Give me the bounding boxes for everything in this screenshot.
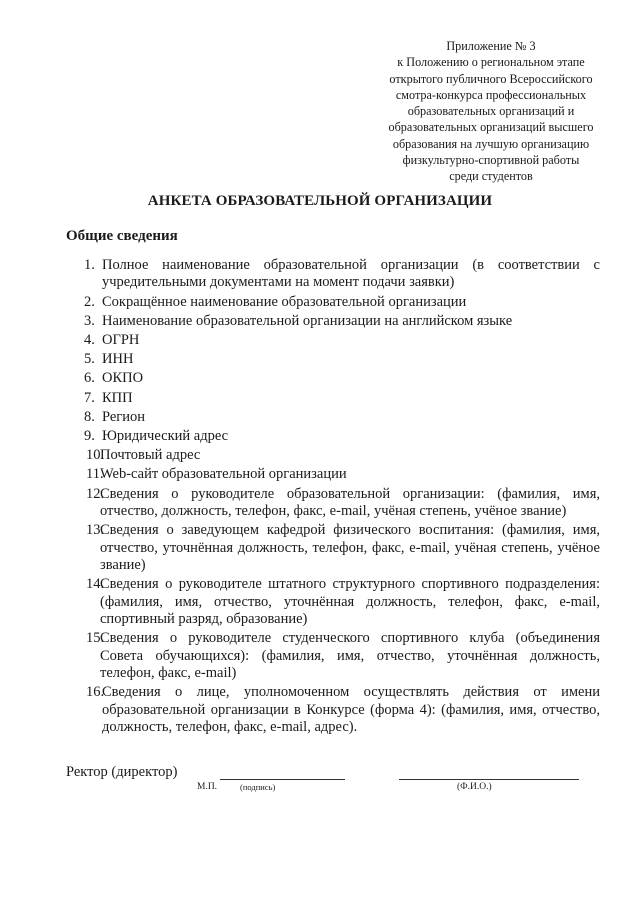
appendix-header — [360, 38, 622, 185]
item-text: Регион — [102, 408, 146, 425]
appendix-line: образовательных организаций и — [407, 104, 575, 119]
questionnaire-list — [68, 257, 600, 738]
list-item — [68, 390, 600, 407]
appendix-line: открытого публичного Всероссийского — [389, 71, 593, 86]
item-text: Наименование образовательной организации на английском языке — [102, 312, 513, 329]
list-item — [68, 370, 600, 387]
signature-line[interactable] — [220, 779, 345, 780]
name-caption: (Ф.И.О.) — [457, 782, 492, 792]
item-number: 12. — [86, 485, 105, 502]
list-item — [68, 684, 600, 736]
item-text: ОКПО — [102, 370, 144, 387]
item-number: 5. — [84, 351, 95, 368]
appendix-line: Приложение № 3 — [446, 39, 536, 53]
document-title: АНКЕТА ОБРАЗОВАТЕЛЬНОЙ ОРГАНИЗАЦИИ — [147, 193, 493, 209]
name-line[interactable] — [399, 779, 579, 780]
appendix-line: смотра-конкурса профессиональных — [395, 87, 587, 102]
item-text: Сведения о заведующем кафедрой физического воспитания: (фамилия, имя, отчество, уточнённая должность, телефон, факс, e-mail, учёная степень, учёное звание) — [100, 522, 600, 574]
item-number: 15. — [86, 630, 105, 647]
item-number: 9. — [84, 428, 95, 445]
item-number: 2. — [84, 293, 95, 310]
item-text: Полное наименование образовательной организации (в соответствии с учредительными документами на момент подачи заявки) — [102, 257, 600, 291]
signature-block — [66, 764, 606, 804]
list-item — [68, 466, 600, 483]
item-text: ОГРН — [102, 332, 140, 349]
item-text: Сокращённое наименование образовательной организации — [102, 293, 467, 310]
appendix-line: образовательных организаций высшего — [388, 120, 594, 135]
list-item — [68, 630, 600, 682]
item-text: Сведения о руководителе студенческого спортивного клуба (объединения Совета обучающихся): (фамилия, имя, отчество, уточнённая должность, телефон, факс, e-mail) — [100, 630, 600, 682]
signature-caption: (подпись) — [240, 782, 276, 792]
list-item — [68, 257, 600, 292]
item-text: Юридический адрес — [102, 428, 229, 445]
stamp-place-label: М.П. — [197, 782, 218, 792]
item-number: 1. — [84, 257, 95, 273]
item-number: 10. — [86, 447, 105, 464]
item-text: ИНН — [102, 351, 134, 368]
item-text: Сведения о лице, уполномоченном осуществлять действия от имени образовательной организации в Конкурсе (форма 4): (фамилия, имя, отчество, должность, телефон, факс, e-mail, адрес). — [102, 684, 600, 736]
list-item — [68, 447, 600, 464]
item-text: Сведения о руководителе образовательной организации: (фамилия, имя, отчество, должность, телефон, факс, e-mail, учёная степень, учёное звание) — [100, 485, 600, 520]
item-number: 7. — [84, 389, 95, 406]
appendix-line: среди студентов — [449, 169, 533, 184]
item-text: КПП — [102, 389, 133, 406]
list-item — [68, 576, 600, 628]
list-item — [68, 522, 600, 574]
item-number: 4. — [84, 332, 95, 349]
item-number: 6. — [84, 370, 95, 387]
appendix-line: к Положению о региональном этапе — [397, 55, 585, 70]
rector-label: Ректор (директор) — [66, 764, 178, 780]
appendix-line: образования на лучшую организацию — [392, 136, 590, 151]
item-text: Web-сайт образовательной организации — [100, 466, 347, 483]
item-text: Почтовый адрес — [100, 447, 201, 464]
list-item — [68, 313, 600, 330]
list-item — [68, 409, 600, 426]
item-number: 3. — [84, 312, 95, 329]
list-item — [68, 294, 600, 311]
list-item — [68, 428, 600, 445]
section-title: Общие сведения — [66, 228, 178, 244]
appendix-line: физкультурно-спортивной работы — [402, 153, 580, 168]
item-number: 11. — [86, 466, 104, 483]
item-number: 14. — [86, 576, 105, 593]
item-number: 13. — [86, 522, 105, 539]
list-item — [68, 332, 600, 349]
item-text: Сведения о руководителе штатного структурного спортивного подразделения: (фамилия, имя, отчество, уточнённая должность, телефон, факс, e-mail, спортивный разряд, образование) — [100, 576, 600, 628]
list-item — [68, 486, 600, 521]
item-number: 8. — [84, 408, 95, 425]
list-item — [68, 351, 600, 368]
item-number: 16. — [86, 684, 105, 701]
